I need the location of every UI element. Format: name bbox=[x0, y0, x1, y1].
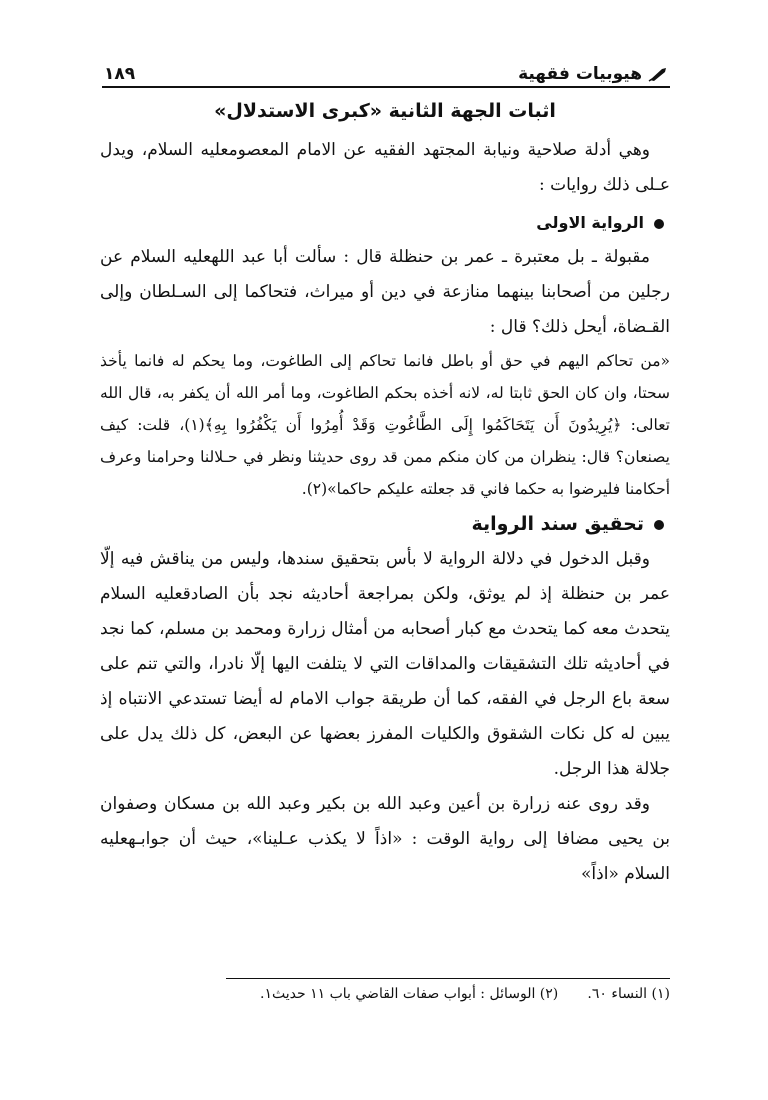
narration-opening: مقبولة ـ بل معتبرة ـ عمر بن حنظلة قال : سألت أبا عبد اللهعليه السلام عن رجلين من أصحابنا بينهما منازعة في دين أو ميراث، فتحاكما إلى السـلطان وإلى القـضاة، أيحل ذلك؟ قال : bbox=[100, 247, 670, 337]
footnotes bbox=[100, 986, 670, 1002]
bullet-icon bbox=[654, 520, 664, 530]
verification-heading-text: تحقيق سند الرواية bbox=[471, 513, 644, 535]
page-number: ١٨٩ bbox=[104, 64, 136, 84]
verification-heading bbox=[100, 507, 670, 542]
running-title bbox=[518, 64, 668, 84]
section-title: اثبات الجهة الثانية «كبرى الاستدلال» bbox=[214, 100, 556, 122]
running-title-text: هيوبيات فقهية bbox=[518, 64, 642, 84]
footnote-1: (١) النساء ٦٠. bbox=[587, 986, 670, 1002]
verification-paragraph: وقبل الدخول في دلالة الرواية لا بأس بتحقيق سندها، وليس من يناقش فيه إلّا عمر بن حنظلة إذ لم يوثق، ولكن بمراجعة أحاديثه نجد بأن الصادقعليه السلام يتحدث معه كما يتحدث مع كبار أصحابه من أمثال زرارة ومحمد بن مسلم، كما نجد في أحاديثه تلك التشقيقات والمداقات التي لا يتلفت اليها إلّا نادرا، والتي تنم على سعة باع الرجل في الفقه، كما أن طريقة جواب الامام له أيضا تستدعي الانتباه إذ يبين له كل نكات الشقوق والكليات المفرز بعضها عن البعض، كل ذلك يدل على جلالة هذا الرجل. bbox=[100, 549, 670, 779]
first-narration-heading bbox=[100, 205, 670, 240]
page-header bbox=[104, 54, 668, 84]
main-text bbox=[100, 94, 670, 892]
narration-hadith: «من تحاكم اليهم في حق أو باطل فانما تحاكم إلى الطاغوت، وما يحكم له فانما يأخذ سحتا، وان كان الحق ثابتا له، لانه أخذه بحكم الطاغوت، وما أمر الله أن يكفر به، قال الله تعالى: ﴿يُرِيدُونَ أَن يَتَحَاكَمُوا إِلَى الطَّاغُوتِ وَقَدْ أُمِرُوا أَن يَكْفُرُوا بِهِ﴾(١)، قلت: كيف يصنعان؟ قال: ينظران من كان منكم ممن قد روى حديثنا ونظر في حـلالنا وحرامنا وعرف أحكامنا فليرضوا به حكما فاني قد جعلته عليكم حاكما»(٢). bbox=[100, 352, 670, 498]
footnote-2: (٢) الوسائل : أبواب صفات القاضي باب ١١ حديث١. bbox=[260, 986, 559, 1002]
narrators-paragraph: وقد روى عنه زرارة بن أعين وعبد الله بن بكير وعبد الله بن مسكان وصفوان بن يحيى مضافا إلى رواية الوقت : «اذاً لا يكذب عـلينا»، حيث أن جوابـهعليه السلام «اذاً» bbox=[100, 794, 670, 884]
bullet-icon bbox=[654, 219, 664, 229]
quill-pen-icon bbox=[648, 66, 668, 82]
header-rule bbox=[102, 86, 670, 88]
first-narration-heading-text: الرواية الاولى bbox=[536, 213, 644, 232]
footnote-rule bbox=[226, 978, 670, 979]
intro-paragraph: وهي أدلة صلاحية ونيابة المجتهد الفقيه عن الامام المعصومعليه السلام، ويدل عـلى ذلك روايات : bbox=[100, 140, 670, 195]
